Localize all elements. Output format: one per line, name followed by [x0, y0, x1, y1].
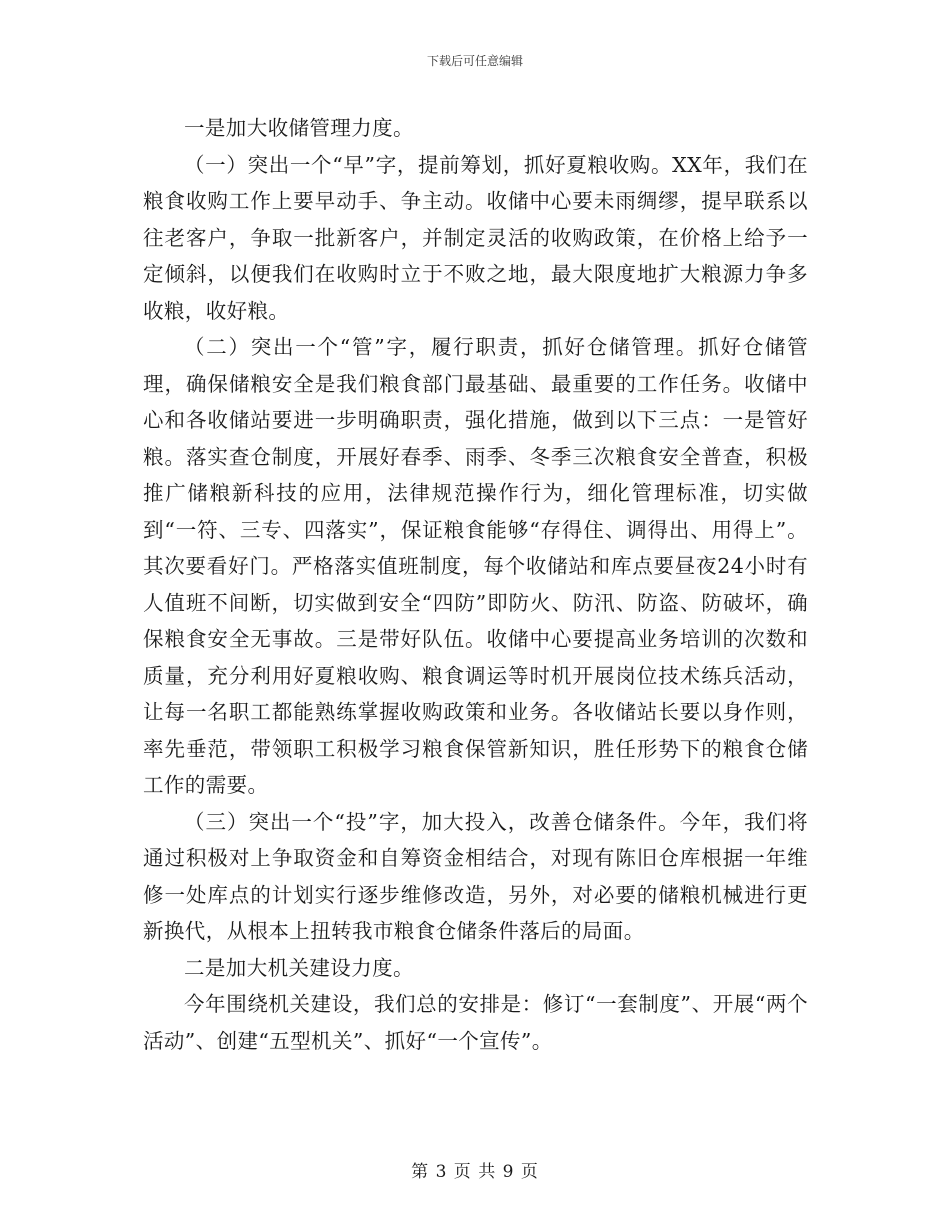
page-number: 第 3 页 共 9 页 [411, 1162, 539, 1182]
document-body [143, 110, 808, 1059]
paragraph-section-2: （二）突出一个“管”字，履行职责，抓好仓储管理。抓好仓储管理，确保储粮安全是我们粮食部门最基础、最重要的工作任务。收储中心和各收储站要进一步明确职责，强化措施，做到以下三点：一是管好粮。落实查仓制度，开展好春季、雨季、冬季三次粮食安全普查，积极推广储粮新科技的应用，法律规范操作行为，细化管理标准，切实做到“一符、三专、四落实”，保证粮食能够“存得住、调得出、用得上”。其次要看好门。严格落实值班制度，每个收储站和库点要昼夜24小时有人值班不间断，切实做到安全“四防”即防火、防汛、防盗、防破坏，确保粮食安全无事故。三是带好队伍。收储中心要提高业务培训的次数和质量，充分利用好夏粮收购、粮食调运等时机开展岗位技术练兵活动，让每一名职工都能熟练掌握收购政策和业务。各收储站长要以身作则，率先垂范，带领职工积极学习粮食保管新知识，胜任形势下的粮食仓储工作的需要。 [143, 335, 808, 797]
paragraph-heading-2: 二是加大机关建设力度。 [184, 955, 414, 980]
paragraph-body: 今年围绕机关建设，我们总的安排是：修订“一套制度”、开展“两个活动”、创建“五型机关”、抓好“一个宣传”。 [143, 992, 808, 1053]
paragraph-heading-1: 一是加大收储管理力度。 [184, 116, 414, 140]
page-header: 下载后可任意编辑 [426, 54, 523, 68]
paragraph-section-3: （三）突出一个“投”字，加大投入，改善仓储条件。今年，我们将通过积极对上争取资金和自筹资金相结合，对现有陈旧仓库根据一年维修一处库点的计划实行逐步维修改造，另外，对必要的储粮机械进行更新换代，从根本上扭转我市粮食仓储条件落后的局面。 [143, 809, 808, 943]
paragraph-section-1: （一）突出一个“早”字，提前筹划，抓好夏粮收购。XX年，我们在粮食收购工作上要早动手、争主动。收储中心要未雨绸缪，提早联系以往老客户，争取一批新客户，并制定灵活的收购政策，在价格上给予一定倾斜，以便我们在收购时立于不败之地，最大限度地扩大粮源力争多收粮，收好粮。 [143, 152, 808, 323]
